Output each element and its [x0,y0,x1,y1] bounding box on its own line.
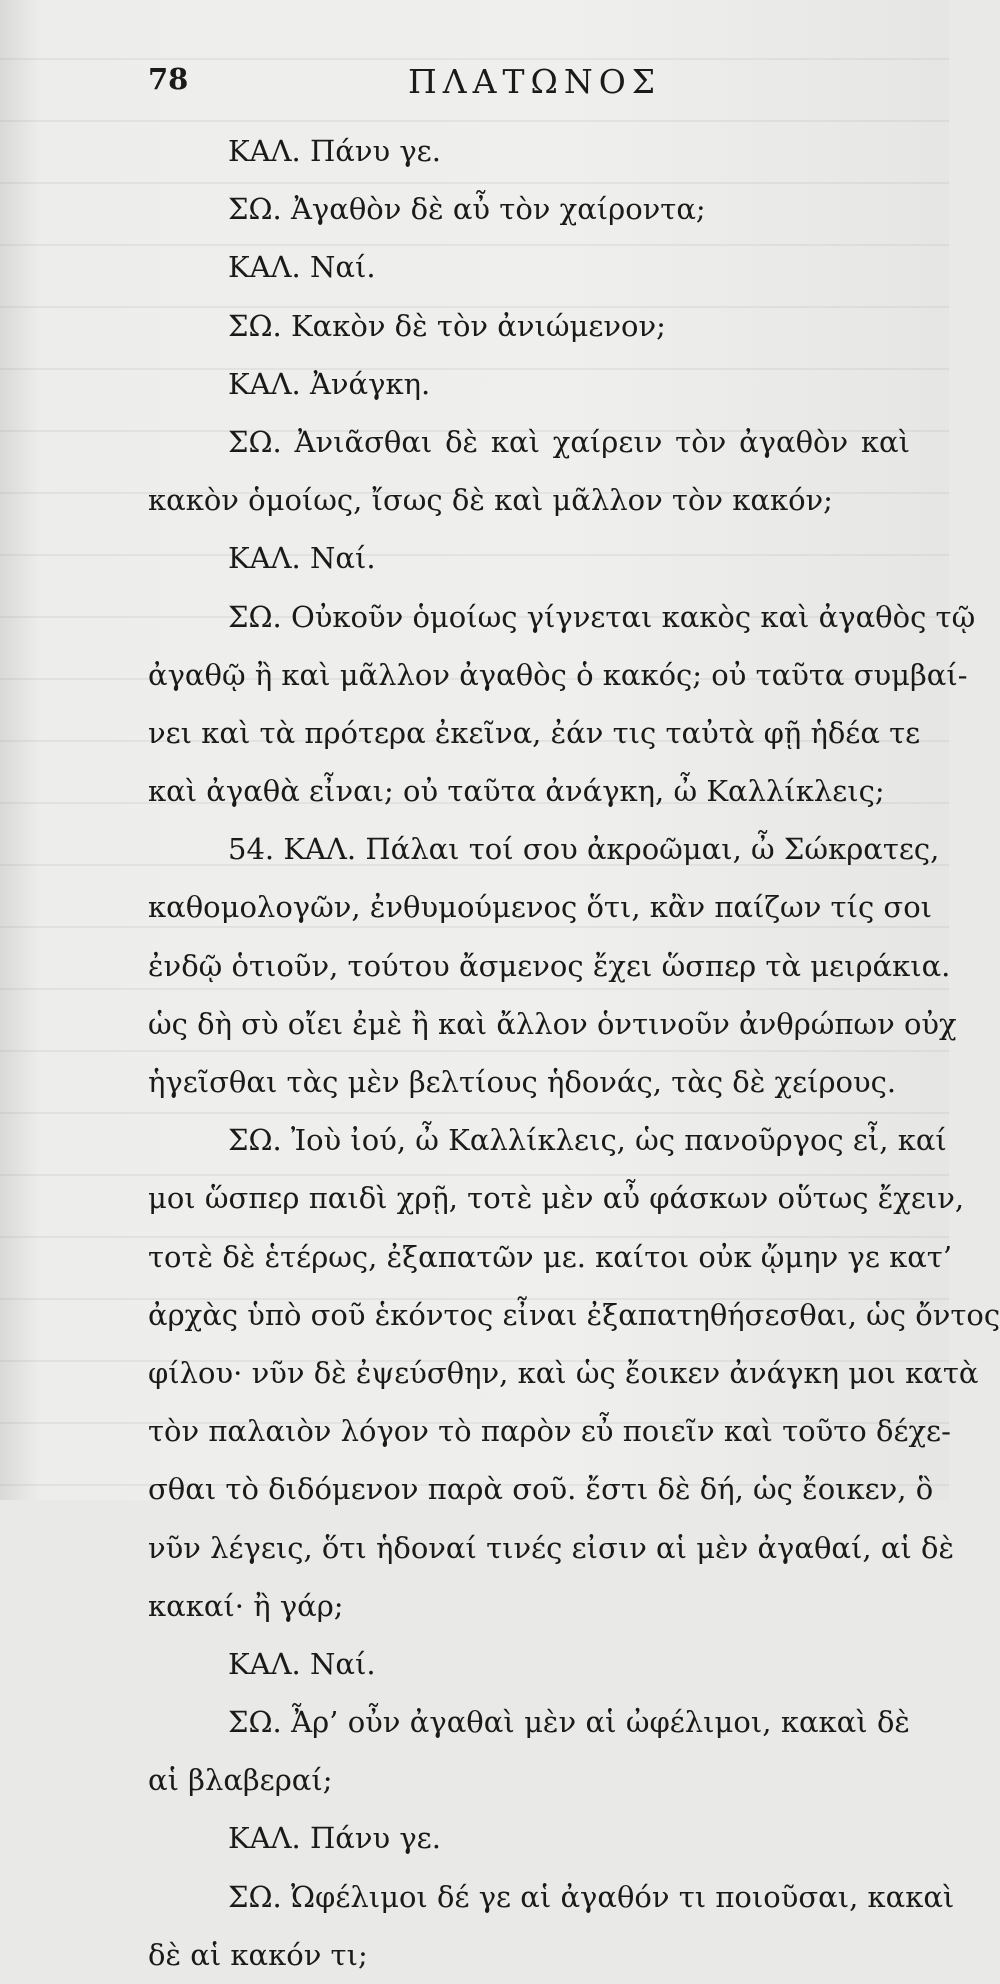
text-line: ἡγεῖσθαι τὰς μὲν βελτίους ἡδονάς, τὰς δὲ χείρους. [148,1065,897,1099]
text-line: ΣΩ. Ἰοὺ ἰού, ὦ Καλλίκλεις, ὡς πανοῦργος εἶ, καί [228,1123,947,1158]
text-line: ΚΑΛ. Πάνυ γε. [228,1821,441,1856]
text-line: ἐνδῷ ὁτιοῦν, τούτου ἄσμενος ἔχει ὥσπερ τὰ μειράκια. [148,948,951,983]
text-line: αἱ βλαβεραί; [148,1763,333,1798]
text-line: ὡς δὴ σὺ οἴει ἐμὲ ἢ καὶ ἄλλον ὁντινοῦν ἀνθρώπων οὐχ [148,1006,957,1041]
text-line: καθομολογῶν, ἐνθυμούμενος ὅτι, κἂν παίζων τίς σοι [148,890,933,925]
running-head: ΠΛΑΤΩΝΟΣ [408,62,662,101]
page-number: 78 [148,62,189,96]
text-line: ΣΩ. Ὠφέλιμοι δέ γε αἱ ἀγαθόν τι ποιοῦσαι, κακαὶ [228,1879,955,1914]
text-line: ΣΩ. Ἀνιᾶσθαι δὲ καὶ χαίρειν τὸν ἀγαθὸν καὶ [228,424,910,459]
text-line: ΚΑΛ. Ἀνάγκη. [228,366,431,401]
text-line: ΣΩ. Ἀγαθὸν δὲ αὖ τὸν χαίροντα; [228,192,706,227]
text-line: σθαι τὸ διδόμενον παρὰ σοῦ. ἔστι δὲ δή, ὡς ἔοικεν, ὃ [148,1472,934,1507]
text-line: τοτὲ δὲ ἑτέρως, ἐξαπατῶν με. καίτοι οὐκ ᾤμην γε κατ’ [148,1239,953,1274]
text-line: ΚΑΛ. Πάνυ γε. [228,134,441,168]
text-line: κακὸν ὁμοίως, ἴσως δὲ καὶ μᾶλλον τὸν κακόν; [148,483,833,518]
text-line: φίλου· νῦν δὲ ἐψεύσθην, καὶ ὡς ἔοικεν ἀνάγκη μοι κατὰ [148,1355,979,1390]
text-line: ΚΑΛ. Ναί. [228,250,376,285]
body-text [148,122,1000,1984]
text-line: ΚΑΛ. Ναί. [228,1646,376,1681]
page-header [148,62,908,102]
text-line: ΣΩ. Κακὸν δὲ τὸν ἀνιώμενον; [228,308,666,343]
text-line: ἀγαθῷ ἢ καὶ μᾶλλον ἀγαθὸς ὁ κακός; οὐ ταῦτα συμβαί- [148,657,968,692]
text-line: κακαί· ἢ γάρ; [148,1588,344,1623]
text-line: νει καὶ τὰ πρότερα ἐκεῖνα, ἐάν τις ταὐτὰ φῇ ἡδέα τε [148,715,921,750]
text-line: 54. ΚΑΛ. Πάλαι τοί σου ἀκροῶμαι, ὦ Σώκρατες, [228,832,940,867]
text-line: τὸν παλαιὸν λόγον τὸ παρὸν εὖ ποιεῖν καὶ τοῦτο δέχε- [148,1414,951,1449]
text-line: ΚΑΛ. Ναί. [228,541,376,576]
text-line: ΣΩ. Οὐκοῦν ὁμοίως γίγνεται κακὸς καὶ ἀγαθὸς τῷ [228,599,976,634]
text-line: ΣΩ. Ἆρ’ οὖν ἀγαθαὶ μὲν αἱ ὠφέλιμοι, κακαὶ δὲ [228,1705,910,1740]
text-line: καὶ ἀγαθὰ εἶναι; οὐ ταῦτα ἀνάγκη, ὦ Καλλίκλεις; [148,774,885,809]
text-line: νῦν λέγεις, ὅτι ἡδοναί τινές εἰσιν αἱ μὲν ἀγαθαί, αἱ δὲ [148,1530,955,1565]
text-line: δὲ αἱ κακόν τι; [148,1937,368,1972]
text-line: ἀρχὰς ὑπὸ σοῦ ἑκόντος εἶναι ἐξαπατηθήσεσθαι, ὡς ὄντος [148,1297,1000,1332]
text-line: μοι ὥσπερ παιδὶ χρῇ, τοτὲ μὲν αὖ φάσκων οὕτως ἔχειν, [148,1181,965,1216]
